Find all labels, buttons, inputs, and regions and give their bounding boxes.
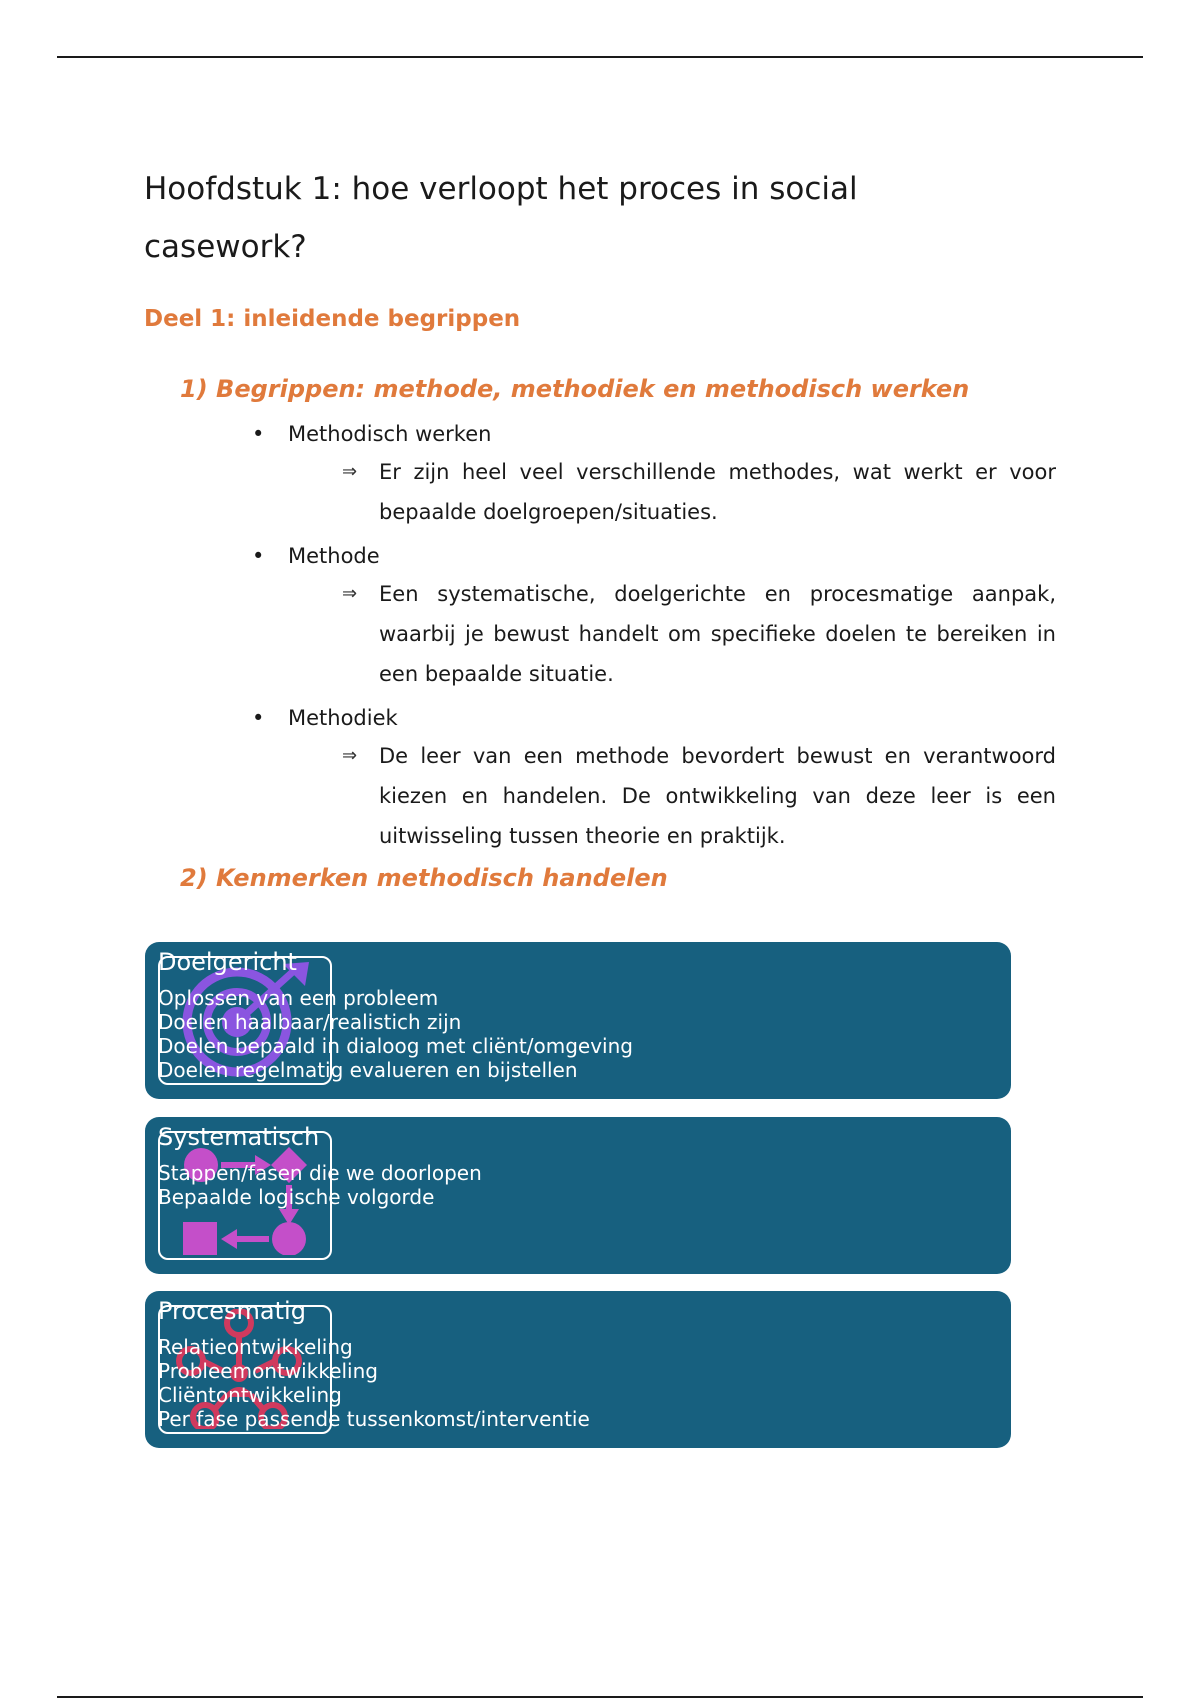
card-item: Probleemontwikkeling bbox=[158, 1359, 378, 1383]
card-items bbox=[158, 1161, 482, 1209]
bullet-icon: • bbox=[252, 422, 265, 446]
bullet-icon: • bbox=[252, 706, 265, 730]
bottom-rule bbox=[57, 1696, 1143, 1698]
definition-text: De leer van een methode bevordert bewust en verantwoord kiezen en handelen. De ontwikkeling van deze leer is een uitwisseling tussen theorie en praktijk. bbox=[379, 744, 1056, 848]
card-item: Relatieontwikkeling bbox=[158, 1335, 353, 1359]
definition bbox=[342, 736, 1056, 856]
card-item: Per fase passende tussenkomst/interventie bbox=[158, 1407, 590, 1431]
term-label: Methodisch werken bbox=[288, 422, 492, 446]
part-heading: Deel 1: inleidende begrippen bbox=[144, 306, 521, 332]
definition bbox=[342, 452, 1056, 532]
card-item: Oplossen van een probleem bbox=[158, 986, 439, 1010]
definition-text: Er zijn heel veel verschillende methodes, wat werkt er voor bepaalde doelgroepen/situaties. bbox=[379, 460, 1056, 524]
card-title: Systematisch bbox=[158, 1123, 320, 1151]
card-items bbox=[158, 1335, 590, 1431]
definition-text: Een systematische, doelgerichte en procesmatige aanpak, waarbij je bewust handelt om specifieke doelen te bereiken in een bepaalde situatie. bbox=[379, 582, 1056, 686]
section-heading-2: 2) Kenmerken methodisch handelen bbox=[180, 864, 668, 892]
card-title: Procesmatig bbox=[158, 1297, 306, 1325]
bullet-icon: • bbox=[252, 544, 265, 568]
term-label: Methodiek bbox=[288, 706, 398, 730]
section-heading-1: 1) Begrippen: methode, methodiek en methodisch werken bbox=[180, 375, 970, 403]
term-label: Methode bbox=[288, 544, 380, 568]
card-item: Bepaalde logische volgorde bbox=[158, 1185, 435, 1209]
card-title: Doelgericht bbox=[158, 948, 297, 976]
chapter-title: Hoofdstuk 1: hoe verloopt het proces in social casework? bbox=[144, 171, 858, 265]
card-item: Stappen/fasen die we doorlopen bbox=[158, 1161, 482, 1185]
card-item: Doelen haalbaar/realistich zijn bbox=[158, 1010, 462, 1034]
card-item: Doelen regelmatig evalueren en bijstellen bbox=[158, 1058, 578, 1082]
card-items bbox=[158, 986, 633, 1082]
card-systematisch bbox=[145, 1117, 1011, 1274]
card-item: Cliëntontwikkeling bbox=[158, 1383, 342, 1407]
card-item: Doelen bepaald in dialoog met cliënt/omgeving bbox=[158, 1034, 633, 1058]
arrow-icon: ⇒ bbox=[342, 583, 358, 604]
top-rule bbox=[57, 56, 1143, 58]
arrow-icon: ⇒ bbox=[342, 745, 358, 766]
arrow-icon: ⇒ bbox=[342, 461, 358, 482]
card-doelgericht bbox=[145, 942, 1011, 1099]
definition bbox=[342, 574, 1056, 694]
card-procesmatig bbox=[145, 1291, 1011, 1448]
